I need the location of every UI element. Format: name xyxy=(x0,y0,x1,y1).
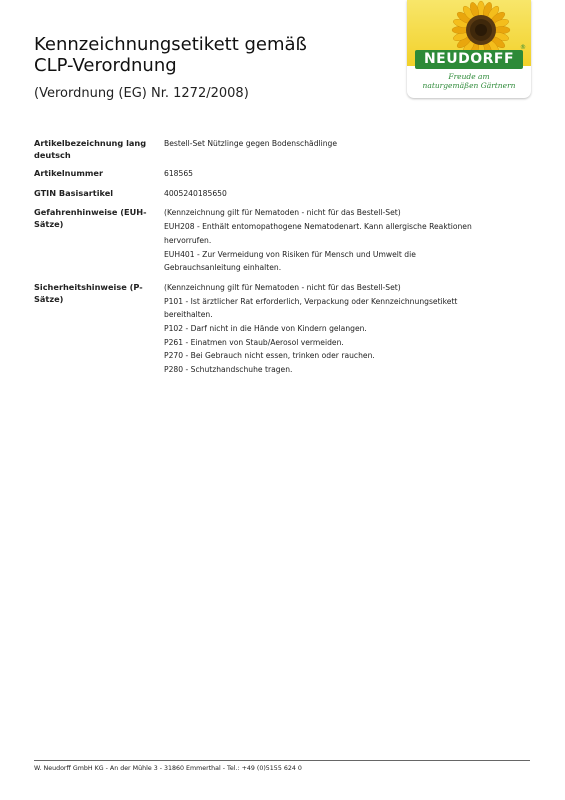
value-line: 618565 xyxy=(164,169,193,178)
row-label: Artikelnummer xyxy=(34,168,103,178)
footer-address: W. Neudorff GmbH KG - An der Mühle 3 - 31860 Emmerthal - Tel.: +49 (0)5155 624 0 xyxy=(34,765,302,772)
logo-slogan-line-1: Freude am xyxy=(448,72,490,81)
row-label: Artikelbezeichnung lang deutsch xyxy=(34,138,147,160)
row-value xyxy=(164,281,494,377)
row-label: Gefahrenhinweise (EUH-Sätze) xyxy=(34,207,147,230)
row-label: Sicherheitshinweise (P-Sätze) xyxy=(34,281,143,304)
page-title-line-2: CLP-Verordnung xyxy=(34,55,177,76)
row-value xyxy=(164,137,494,161)
value-line: (Kennzeichnung gilt für Nematoden - nicht für das Bestell-Set) xyxy=(164,208,401,218)
logo-slogan-line-2: naturgemäßen Gärtnern xyxy=(422,81,516,90)
label-specification-table xyxy=(34,137,494,383)
footer-divider xyxy=(34,760,530,761)
value-line: 4005240185650 xyxy=(164,188,227,198)
row-hazard-statements xyxy=(34,206,494,275)
row-value xyxy=(164,187,494,201)
value-line: P261 - Einatmen von Staub/Aerosol vermeiden. xyxy=(164,337,344,347)
value-line: EUH401 - Zur Vermeidung von Risiken für Mensch und Umwelt die Gebrauchsanleitung einhalten. xyxy=(164,249,416,273)
value-line: Bestell-Set Nützlinge gegen Bodenschädlinge xyxy=(164,139,338,148)
value-line: P280 - Schutzhandschuhe tragen. xyxy=(164,365,293,375)
logo-brand: NEUDORFF xyxy=(415,50,523,69)
page-subtitle: (Verordnung (EG) Nr. 1272/2008) xyxy=(34,86,249,101)
value-line: (Kennzeichnung gilt für Nematoden - nicht für das Bestell-Set) xyxy=(164,282,401,292)
row-article-number xyxy=(34,167,494,181)
value-line: P101 - Ist ärztlicher Rat erforderlich, Verpackung oder Kennzeichnungsetikett bereithalten. xyxy=(164,296,458,320)
row-article-name xyxy=(34,137,494,161)
value-line: P102 - Darf nicht in die Hände von Kindern gelangen. xyxy=(164,324,367,334)
page-title xyxy=(34,34,364,76)
value-line: P270 - Bei Gebrauch nicht essen, trinken oder rauchen. xyxy=(164,351,375,361)
row-value xyxy=(164,206,494,275)
row-value xyxy=(164,167,494,181)
logo-registered-mark: ® xyxy=(520,44,526,51)
neudorff-logo xyxy=(407,0,531,98)
logo-slogan xyxy=(407,72,531,90)
row-label: GTIN Basisartikel xyxy=(34,187,114,198)
row-gtin xyxy=(34,187,494,201)
value-line: EUH208 - Enthält entomopathogene Nematodenart. Kann allergische Reaktionen hervorrufen. xyxy=(164,222,472,245)
row-precautionary-statements xyxy=(34,281,494,377)
page-title-line-1: Kennzeichnungsetikett gemäß xyxy=(34,34,307,55)
